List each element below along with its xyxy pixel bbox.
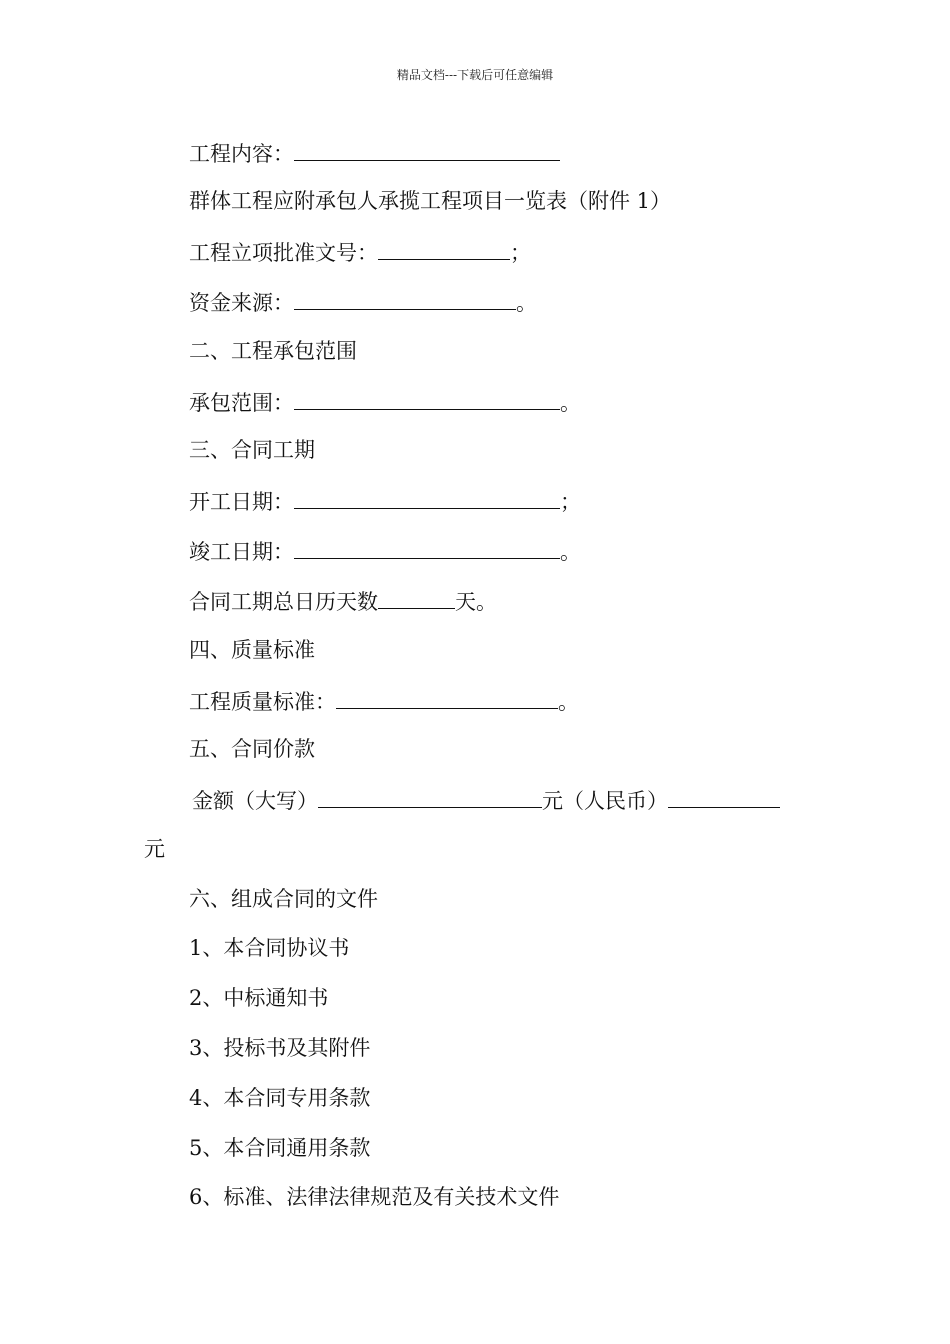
label-amount-capital: 金额（大写） bbox=[192, 789, 318, 813]
punctuation: 。 bbox=[558, 690, 579, 714]
blank-project-content[interactable] bbox=[294, 140, 560, 161]
doc-line-project-content bbox=[189, 140, 560, 166]
list-item: 4、本合同专用条款 bbox=[189, 1086, 371, 1110]
section-heading-price: 五、合同价款 bbox=[189, 737, 315, 761]
punctuation: 。 bbox=[560, 540, 581, 564]
page-header: 精品文档---下载后可任意编辑 bbox=[396, 68, 554, 82]
label-start-date: 开工日期： bbox=[189, 490, 294, 514]
punctuation: 。 bbox=[516, 291, 537, 315]
list-item: 6、标准、法律法律规范及有关技术文件 bbox=[189, 1185, 560, 1209]
punctuation: ； bbox=[560, 490, 581, 514]
doc-line-fund-source bbox=[189, 289, 537, 315]
label-quality: 工程质量标准： bbox=[189, 690, 336, 714]
doc-line-scope bbox=[189, 389, 581, 415]
blank-fund-source[interactable] bbox=[294, 289, 516, 310]
blank-total-days[interactable] bbox=[378, 588, 455, 609]
list-item: 2、中标通知书 bbox=[189, 986, 329, 1010]
punctuation: 。 bbox=[560, 391, 581, 415]
doc-line-amount bbox=[192, 787, 780, 813]
blank-amount-capital[interactable] bbox=[318, 787, 542, 808]
blank-amount-rmb[interactable] bbox=[668, 787, 780, 808]
unit-days: 天。 bbox=[455, 590, 497, 614]
doc-line-approval-number bbox=[189, 239, 531, 265]
blank-completion-date[interactable] bbox=[294, 538, 560, 559]
blank-quality[interactable] bbox=[336, 688, 558, 709]
section-heading-quality: 四、质量标准 bbox=[189, 638, 315, 662]
doc-line-total-days bbox=[189, 588, 497, 614]
label-total-days: 合同工期总日历天数 bbox=[189, 590, 378, 614]
list-item: 5、本合同通用条款 bbox=[189, 1136, 371, 1160]
section-heading-documents: 六、组成合同的文件 bbox=[189, 887, 378, 911]
doc-line-completion-date bbox=[189, 538, 581, 564]
doc-line-start-date bbox=[189, 488, 581, 514]
label-completion-date: 竣工日期： bbox=[189, 540, 294, 564]
list-item: 1、本合同协议书 bbox=[189, 936, 350, 960]
blank-scope[interactable] bbox=[294, 389, 560, 410]
section-heading-period: 三、合同工期 bbox=[189, 438, 315, 462]
blank-start-date[interactable] bbox=[294, 488, 560, 509]
section-heading-scope: 二、工程承包范围 bbox=[189, 339, 357, 363]
label-fund-source: 资金来源： bbox=[189, 291, 294, 315]
doc-line-group-project-note: 群体工程应附承包人承揽工程项目一览表（附件 1） bbox=[189, 189, 672, 213]
label-approval-number: 工程立项批准文号： bbox=[189, 241, 378, 265]
doc-line-amount-unit: 元 bbox=[144, 837, 165, 861]
label-amount-rmb: 元（人民币） bbox=[542, 789, 668, 813]
doc-line-quality bbox=[189, 688, 579, 714]
label-project-content: 工程内容： bbox=[189, 142, 294, 166]
list-item: 3、投标书及其附件 bbox=[189, 1036, 371, 1060]
label-scope: 承包范围： bbox=[189, 391, 294, 415]
blank-approval-number[interactable] bbox=[378, 239, 510, 260]
punctuation: ； bbox=[510, 241, 531, 265]
